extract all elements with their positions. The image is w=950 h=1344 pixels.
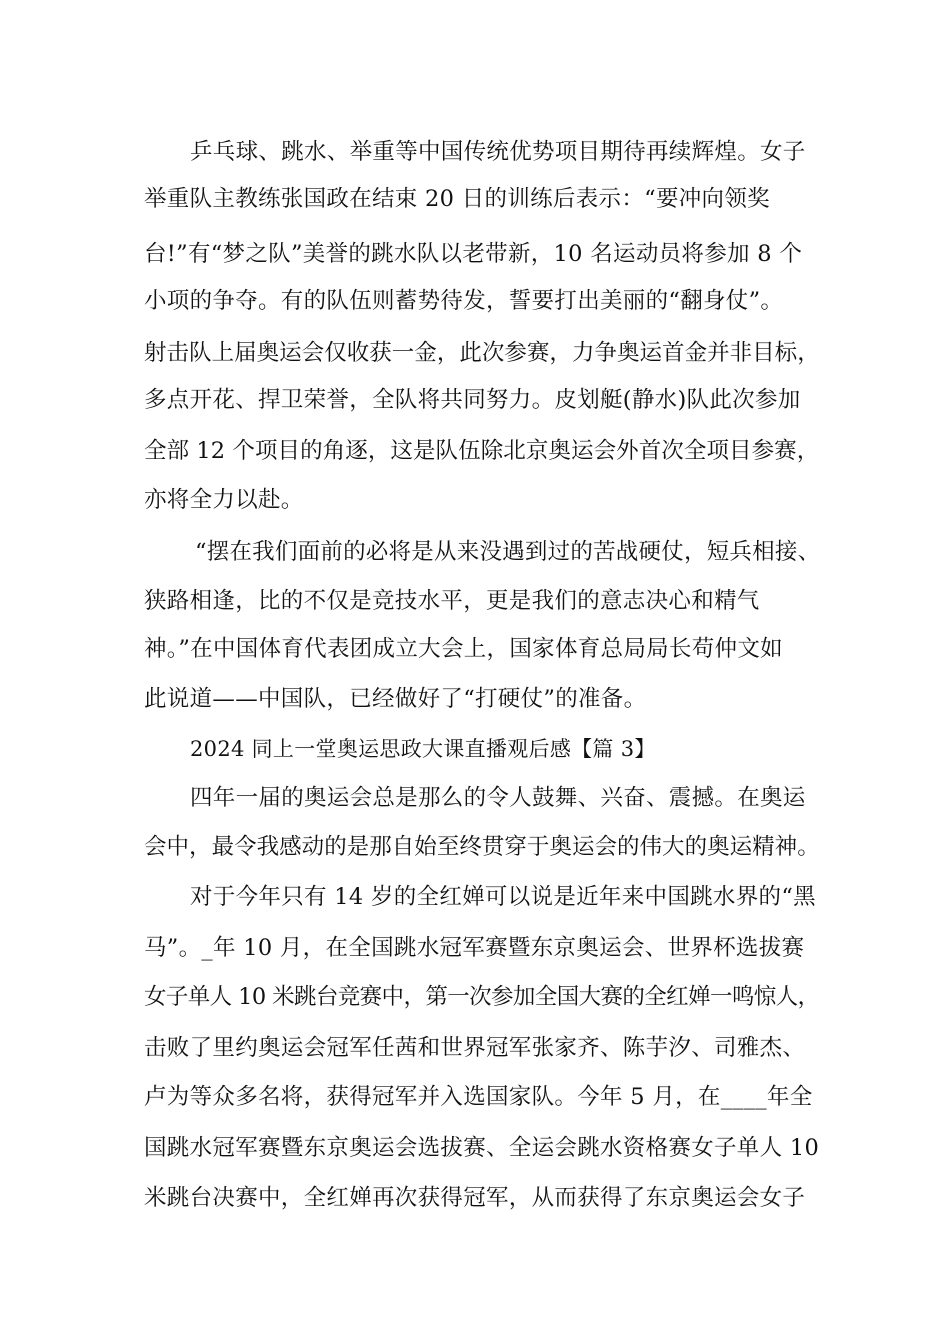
text-line: “摆在我们面前的必将是从来没遇到过的苦战硬仗，短兵相接、 (195, 539, 821, 565)
text-line: 对于今年只有 14 岁的全红婵可以说是近年来中国跳水界的“黑 (190, 884, 816, 910)
text-line: 多点开花、捍卫荣誉，全队将共同努力。皮划艇(静水)队此次参加 (144, 387, 801, 413)
text-line: 卢为等众多名将，获得冠军并入选国家队。今年 5 月，在____年全 (144, 1084, 813, 1110)
text-line: 射击队上届奥运会仅收获一金，此次参赛，力争奥运首金并非目标， (144, 340, 820, 366)
text-line: 神。”在中国体育代表团成立大会上，国家体育总局局长苟仲文如 (144, 636, 783, 662)
text-line: 此说道——中国队，已经做好了“打硬仗”的准备。 (144, 686, 647, 712)
text-line: 米跳台决赛中，全红婵再次获得冠军，从而获得了东京奥运会女子 (144, 1185, 806, 1211)
text-line: 马”。_年 10 月，在全国跳水冠军赛暨东京奥运会、世界杯选拔赛 (144, 935, 805, 961)
text-line: 四年一届的奥运会总是那么的令人鼓舞、兴奋、震撼。在奥运 (190, 785, 806, 811)
text-line: 国跳水冠军赛暨东京奥运会选拔赛、全运会跳水资格赛女子单人 10 (144, 1135, 820, 1161)
text-line: 亦将全力以赴。 (144, 487, 304, 513)
text-line: 狭路相逢，比的不仅是竞技水平，更是我们的意志决心和精气 (144, 588, 760, 614)
text-line: 击败了里约奥运会冠军任茜和世界冠军张家齐、陈芋汐、司雅杰、 (144, 1035, 806, 1061)
text-line: 女子单人 10 米跳台竞赛中，第一次参加全国大赛的全红婵一鸣惊人， (144, 984, 820, 1010)
text-line: 举重队主教练张国政在结束 20 日的训练后表示：“要冲向领奖 (144, 186, 770, 212)
section-heading: 2024 同上一堂奥运思政大课直播观后感【篇 3】 (190, 737, 656, 761)
text-line: 小项的争夺。有的队伍则蓄势待发，誓要打出美丽的“翻身仗”。 (144, 288, 784, 314)
text-line: 乒乓球、跳水、举重等中国传统优势项目期待再续辉煌。女子 (190, 139, 806, 165)
text-line: 全部 12 个项目的角逐，这是队伍除北京奥运会外首次全项目参赛， (144, 438, 820, 464)
text-line: 台!”有“梦之队”美誉的跳水队以老带新，10 名运动员将参加 8 个 (144, 241, 803, 267)
text-line: 会中，最令我感动的是那自始至终贯穿于奥运会的伟大的奥运精神。 (144, 834, 820, 860)
